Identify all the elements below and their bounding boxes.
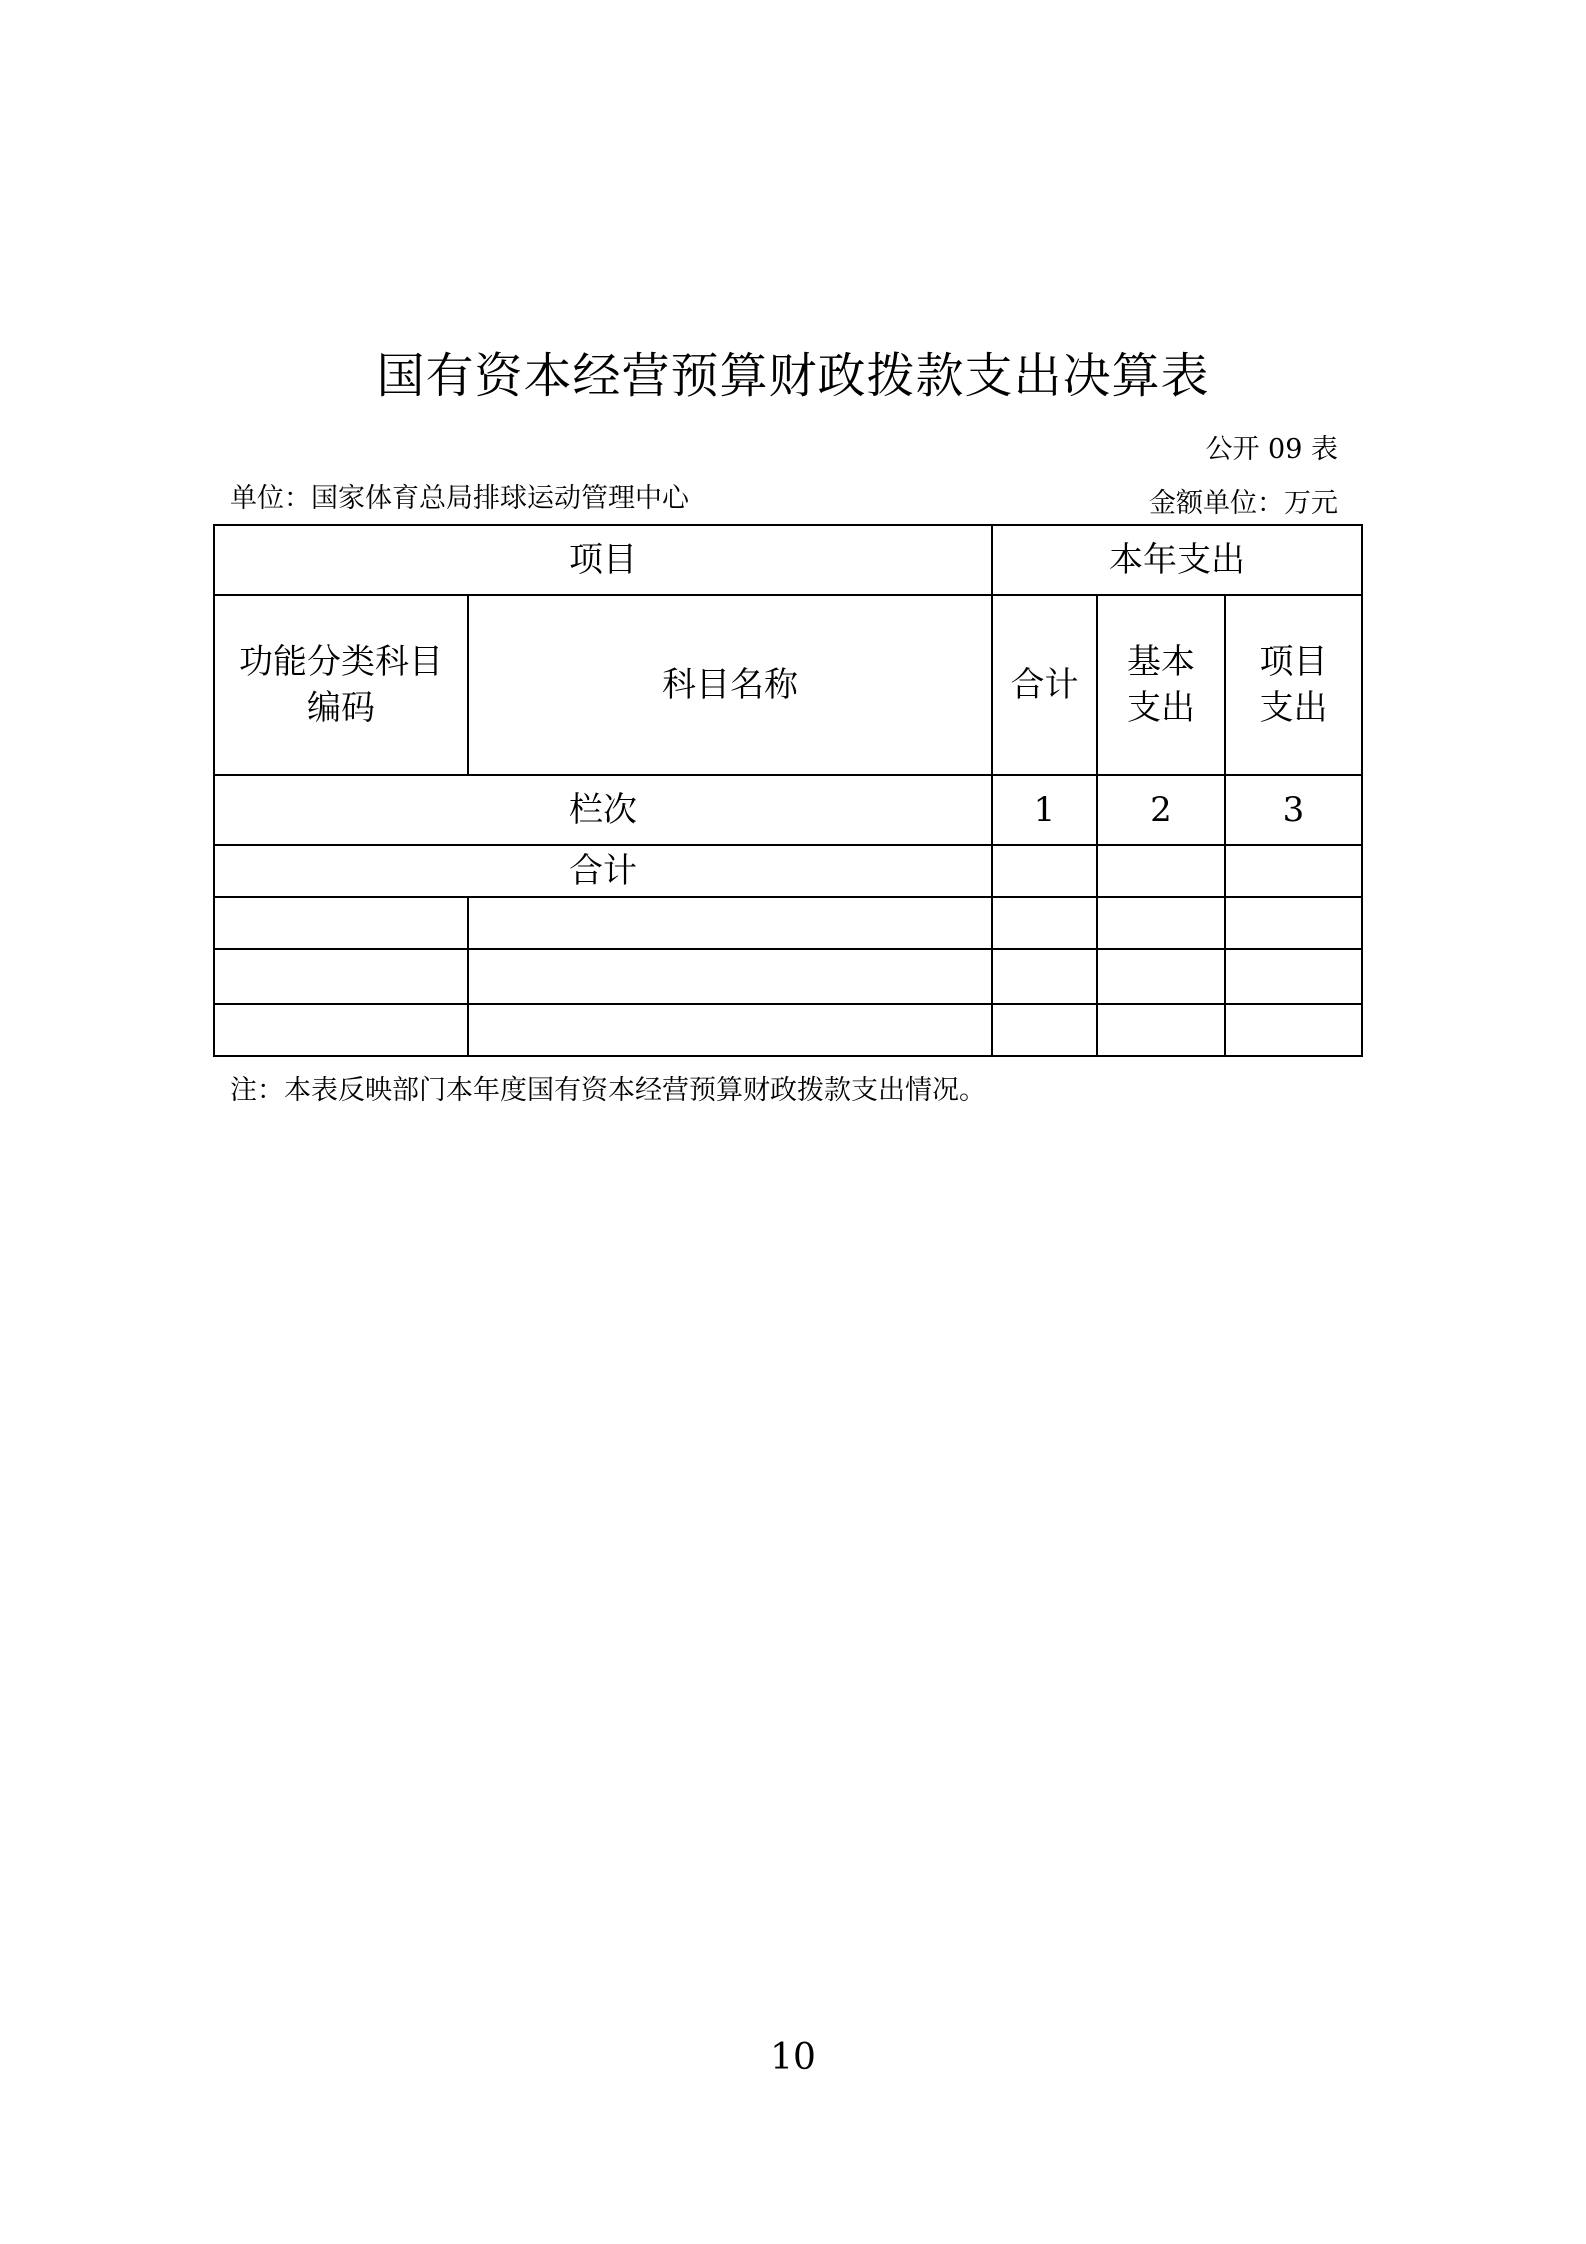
unit-label: 单位：国家体育总局排球运动管理中心 — [230, 483, 689, 514]
code-cell — [214, 897, 468, 949]
total-cell — [992, 1004, 1097, 1056]
name-cell — [468, 1004, 992, 1056]
col-header-total: 合计 — [992, 595, 1097, 775]
row-index-label: 栏次 — [214, 775, 992, 845]
header-current-year-expenditure: 本年支出 — [992, 525, 1362, 595]
table-row — [214, 1004, 1362, 1056]
column-index-1: 1 — [992, 775, 1097, 845]
table-row — [214, 949, 1362, 1004]
project-cell — [1225, 949, 1362, 1004]
project-cell — [1225, 897, 1362, 949]
table-note: 注：本表反映部门本年度国有资本经营预算财政拨款支出情况。 — [230, 1075, 986, 1106]
col-header-code: 功能分类科目编码 — [214, 595, 468, 775]
total-cell — [992, 845, 1097, 897]
basic-cell — [1097, 949, 1225, 1004]
col-header-basic: 基本支出 — [1097, 595, 1225, 775]
form-number: 公开 09 表 — [1205, 434, 1338, 465]
name-cell — [468, 949, 992, 1004]
code-cell — [214, 949, 468, 1004]
total-project-cell — [1225, 845, 1362, 897]
column-index-2: 2 — [1097, 775, 1225, 845]
page-number: 10 — [770, 2037, 816, 2078]
total-row-label: 合计 — [214, 845, 992, 897]
total-cell — [992, 949, 1097, 1004]
page-title: 国有资本经营预算财政拨款支出决算表 — [376, 348, 1210, 404]
col-header-project: 项目支出 — [1225, 595, 1362, 775]
budget-table — [213, 524, 1363, 1057]
header-item: 项目 — [214, 525, 992, 595]
total-cell — [992, 897, 1097, 949]
basic-cell — [1097, 897, 1225, 949]
project-cell — [1225, 1004, 1362, 1056]
total-basic-cell — [1097, 845, 1225, 897]
name-cell — [468, 897, 992, 949]
table-header-row — [214, 525, 1362, 595]
table-row — [214, 897, 1362, 949]
basic-cell — [1097, 1004, 1225, 1056]
code-cell — [214, 1004, 468, 1056]
column-index-3: 3 — [1225, 775, 1362, 845]
column-index-row — [214, 775, 1362, 845]
table-subheader-row — [214, 595, 1362, 775]
total-row — [214, 845, 1362, 897]
amount-unit-label: 金额单位：万元 — [1149, 488, 1338, 519]
col-header-name: 科目名称 — [468, 595, 992, 775]
